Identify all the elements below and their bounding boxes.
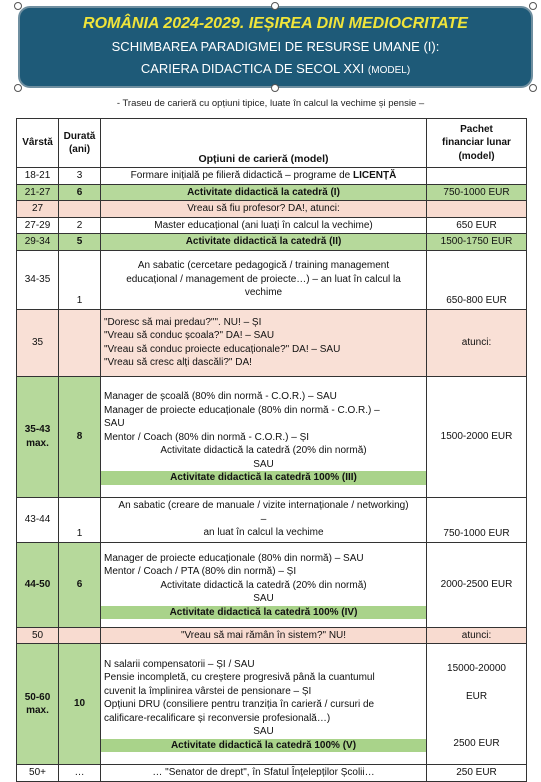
age-cell: 43-44	[17, 497, 59, 542]
option-cell	[101, 250, 427, 309]
duration-cell: 6	[59, 542, 101, 627]
table-row	[17, 497, 527, 542]
pay-line-3: 2500 EUR	[453, 738, 500, 749]
resize-handle-top-middle[interactable]	[271, 2, 279, 10]
duration-cell	[59, 627, 101, 644]
option-cell	[101, 644, 427, 765]
option-line: Activitate didactică la catedră (20% din normă)	[160, 445, 367, 457]
pay-line-1: 15000-20000	[447, 663, 506, 674]
pay-cell: atunci:	[427, 627, 527, 644]
header-duration	[59, 119, 101, 168]
option-cell	[101, 309, 427, 376]
header-age: Vârstă	[17, 119, 59, 168]
duration-cell: 10	[59, 644, 101, 765]
duration-cell: 3	[59, 168, 101, 185]
option-line: educațional / management de proiecte…) – an luat în calcul la	[126, 273, 401, 285]
age-cell	[17, 644, 59, 765]
option-cell: Vreau să fiu profesor? DA!, atunci:	[101, 201, 427, 218]
duration-cell: 6	[59, 184, 101, 201]
option-line: An sabatic (creare de manuale / vizite internaționale / networking)	[118, 500, 409, 512]
option-cell	[101, 376, 427, 497]
option-line: SAU	[253, 458, 274, 470]
option-line: Manager de școală (80% din normă - C.O.R.) – SAU	[104, 391, 337, 403]
pay-line-2: EUR	[465, 690, 488, 702]
option-line: Mentor / Coach (80% din normă - C.O.R.) – ȘI	[104, 431, 310, 443]
resize-handle-bottom-left[interactable]	[14, 84, 22, 92]
age-cell: 34-35	[17, 250, 59, 309]
header-pay-line-1: Pachet	[460, 123, 493, 135]
banner-line-3-main: CARIERA DIDACTICA DE SECOL XXI	[140, 61, 365, 76]
pay-cell: 650 EUR	[427, 217, 527, 234]
option-cell: Master educațional (ani luați în calcul la vechime)	[101, 217, 427, 234]
table-row	[17, 201, 527, 218]
option-text: Formare inițială pe filieră didactică – programe de	[130, 170, 353, 181]
pay-cell: 2000-2500 EUR	[427, 542, 527, 627]
option-cell	[101, 168, 427, 185]
header-pay	[427, 119, 527, 168]
age-cell: 35	[17, 309, 59, 376]
age-cell: 21-27	[17, 184, 59, 201]
option-line: "Vreau să conduc proiecte educaționale?" DA! – SAU	[104, 343, 341, 355]
option-line: vechime	[244, 287, 283, 299]
table-row	[17, 376, 527, 497]
pay-cell	[427, 168, 527, 185]
duration-cell	[59, 201, 101, 218]
duration-cell: 2	[59, 217, 101, 234]
banner-line-3-small: (MODEL)	[367, 65, 411, 76]
table-row	[17, 765, 527, 782]
option-line: An sabatic (cercetare pedagogică / training management	[137, 260, 390, 272]
pay-cell: 650-800 EUR	[427, 250, 527, 309]
option-line: "Vreau să cresc alți dascăli?" DA!	[104, 357, 252, 368]
pay-cell: 750-1000 EUR	[427, 184, 527, 201]
option-line: SAU	[104, 418, 125, 430]
age-cell: 27-29	[17, 217, 59, 234]
option-cell	[101, 542, 427, 627]
age-line-1: 50-60	[24, 691, 51, 703]
duration-cell: …	[59, 765, 101, 782]
option-line-highlight: Activitate didactică la catedră 100% (III)	[101, 471, 426, 485]
table-row	[17, 168, 527, 185]
age-line-2: max.	[26, 705, 49, 716]
option-line: –	[260, 513, 267, 525]
pay-cell: 1500-1750 EUR	[427, 234, 527, 251]
option-line: N salarii compensatorii – ȘI / SAU	[104, 658, 255, 670]
option-text-bold: LICENȚĂ	[353, 170, 397, 181]
resize-handle-bottom-middle[interactable]	[271, 84, 279, 92]
option-line-highlight: Activitate didactică la catedră 100% (IV)	[101, 606, 426, 620]
banner-subtitle-line-2	[20, 61, 531, 76]
option-line: an luat în calcul la vechime	[203, 527, 324, 539]
pay-cell	[427, 201, 527, 218]
resize-handle-top-right[interactable]	[529, 2, 537, 10]
banner-subtitle-line-1: SCHIMBAREA PARADIGMEI DE RESURSE UMANE (I):	[111, 39, 440, 54]
header-pay-line-2: financiar lunar	[442, 137, 511, 149]
table-row	[17, 644, 527, 765]
option-cell: "Vreau să mai rămân în sistem?" NU!	[101, 627, 427, 644]
duration-cell: 1	[59, 250, 101, 309]
header-duration-line-1: Durată	[63, 130, 96, 142]
career-table	[16, 118, 527, 782]
pay-cell: 1500-2000 EUR	[427, 376, 527, 497]
age-cell: 18-21	[17, 168, 59, 185]
table-row	[17, 309, 527, 376]
duration-cell	[59, 309, 101, 376]
resize-handle-bottom-right[interactable]	[529, 84, 537, 92]
age-cell: 50	[17, 627, 59, 644]
age-line-1: 35-43	[24, 424, 51, 435]
age-cell: 29-34	[17, 234, 59, 251]
header-options: Opțiuni de carieră (model)	[101, 119, 427, 168]
option-line: "Vreau să conduc școala?" DA! – SAU	[104, 330, 275, 341]
option-cell: Activitate didactică la catedră (II)	[101, 234, 427, 251]
header-duration-line-2: (ani)	[68, 144, 91, 155]
title-banner	[18, 6, 533, 88]
table-row	[17, 627, 527, 644]
age-line-2: max.	[26, 437, 49, 449]
duration-cell: 5	[59, 234, 101, 251]
table-header-row	[17, 119, 527, 168]
age-cell: 44-50	[17, 542, 59, 627]
option-line-highlight: Activitate didactică la catedră 100% (V)	[101, 739, 426, 753]
age-cell	[17, 376, 59, 497]
option-line: SAU	[253, 726, 274, 738]
option-line: Manager de proiecte educaționale (80% din normă - C.O.R.) –	[104, 404, 380, 416]
page-subtitle: - Traseu de carieră cu opțiuni tipice, luate în calcul la vechime și pensie –	[116, 98, 425, 109]
option-line: Pensie incompletă, cu creștere progresivă până la cuantumul	[104, 672, 375, 684]
pay-cell	[427, 644, 527, 765]
option-cell: … "Senator de drept", în Sfatul Înțelepților Școlii…	[101, 765, 427, 782]
option-line: SAU	[253, 593, 274, 605]
option-line: Mentor / Coach / PTA (80% din normă) – ȘI	[104, 566, 297, 578]
option-cell: Activitate didactică la catedră (I)	[101, 184, 427, 201]
option-line: cuvenit la împlinirea vârstei de pensionare – ȘI	[104, 685, 312, 697]
table-row	[17, 184, 527, 201]
option-line: Opțiuni DRU (consiliere pentru tranziția în carieră / cursuri de	[104, 699, 375, 711]
option-cell	[101, 497, 427, 542]
table-row	[17, 217, 527, 234]
table-row	[17, 250, 527, 309]
age-cell: 50+	[17, 765, 59, 782]
resize-handle-top-left[interactable]	[14, 2, 22, 10]
option-line: calificare-recalificare și reconversie profesională…)	[104, 712, 331, 724]
pay-cell: atunci:	[427, 309, 527, 376]
option-line: Manager de proiecte educaționale (80% din normă) – SAU	[104, 552, 364, 564]
pay-cell: 250 EUR	[427, 765, 527, 782]
table-row	[17, 542, 527, 627]
age-cell: 27	[17, 201, 59, 218]
duration-cell: 8	[59, 376, 101, 497]
option-line: "Doresc să mai predau?"". NU! – ȘI	[104, 316, 262, 328]
banner-title: ROMÂNIA 2024-2029. IEȘIREA DIN MEDIOCRITATE	[83, 15, 468, 32]
table-row	[17, 234, 527, 251]
header-pay-line-3: (model)	[458, 150, 495, 162]
pay-cell: 750-1000 EUR	[427, 497, 527, 542]
option-line: Activitate didactică la catedră (20% din normă)	[160, 579, 367, 591]
duration-cell: 1	[59, 497, 101, 542]
